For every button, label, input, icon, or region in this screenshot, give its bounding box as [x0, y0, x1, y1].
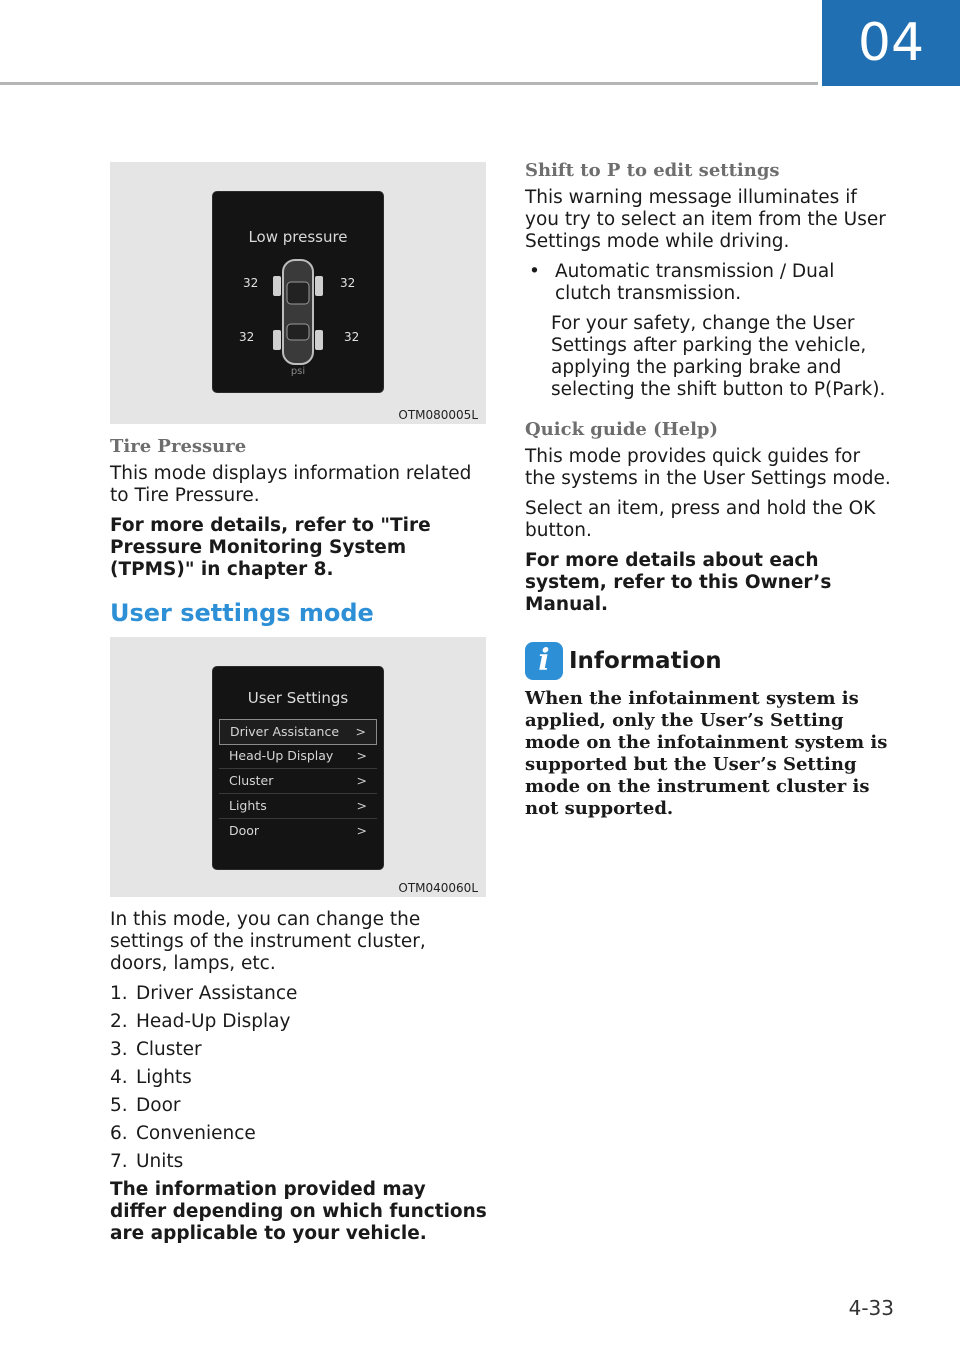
menu-item-lights: Lights >: [219, 794, 377, 819]
menu-item-cluster: Cluster >: [219, 769, 377, 794]
section-title: User settings mode: [110, 599, 374, 627]
pressure-unit: psi: [290, 366, 306, 377]
list-item: • Automatic transmission / Dual clutch transmission.: [525, 261, 895, 305]
quick-guide-heading: Quick guide (Help): [525, 419, 719, 440]
chevron-right-icon: >: [356, 798, 367, 813]
screen-title: User Settings: [247, 689, 349, 707]
user-settings-intro: In this mode, you can change the settings of the instrument cluster, doors, lamps, etc.: [110, 909, 426, 974]
front-right-pressure: 32: [340, 276, 356, 290]
list-item: 1. Driver Assistance: [110, 983, 298, 1004]
shift-heading: Shift to P to edit settings: [525, 160, 780, 181]
rear-right-pressure: 32: [344, 330, 360, 344]
information-title: Information: [569, 648, 722, 674]
list-item: 5. Door: [110, 1095, 181, 1116]
tire-pressure-text: This mode displays information related to Tire Pressure.: [110, 463, 472, 506]
user-settings-figure: [110, 637, 486, 897]
menu-item-driver-assistance: Driver Assistance >: [219, 719, 377, 745]
user-settings-screen: [213, 667, 383, 869]
list-note: The information provided may differ depending on which functions are applicable to your vehicle.: [110, 1179, 487, 1244]
menu-item-door: Door >: [219, 819, 377, 843]
quick-guide-note: For more details about each system, refer to this Owner’s Manual.: [525, 550, 832, 615]
tire-pressure-figure: [110, 162, 486, 424]
chevron-right-icon: >: [356, 748, 367, 763]
front-left-pressure: 32: [243, 276, 259, 290]
information-body: When the infotainment system is applied, only the User’s Setting mode on the infotainment system is supported but the User’s Setting mode on the instrument cluster is not supported.: [525, 688, 888, 819]
screen-title: Low pressure: [248, 228, 348, 246]
page-number: 4-33: [848, 1296, 894, 1320]
rear-left-pressure: 32: [239, 330, 255, 344]
quick-guide-text: This mode provides quick guides for the systems in the User Settings mode.: [525, 446, 891, 489]
chevron-right-icon: >: [356, 823, 367, 838]
header-rule: [0, 82, 818, 85]
list-item: 2. Head-Up Display: [110, 1011, 291, 1032]
menu-item-head-up-display: Head-Up Display >: [219, 744, 377, 769]
list-item: 7. Units: [110, 1151, 184, 1172]
tire-pressure-heading: Tire Pressure: [110, 436, 247, 457]
figure-caption: OTM040060L: [398, 881, 478, 895]
list-item: 4. Lights: [110, 1067, 192, 1088]
car-top-view-icon: [269, 256, 327, 368]
list-item: 6. Convenience: [110, 1123, 256, 1144]
chevron-right-icon: >: [356, 773, 367, 788]
bullet-icon: •: [529, 261, 540, 282]
settings-list: [110, 983, 488, 1173]
tire-pressure-note: For more details, refer to "Tire Pressure Monitoring System (TPMS)" in chapter 8.: [110, 515, 431, 580]
figure-caption: OTM080005L: [398, 408, 478, 422]
list-item: 3. Cluster: [110, 1039, 202, 1060]
shift-instruction: For your safety, change the User Settings after parking the vehicle, applying the parking brake and selecting the shift button to P(Park).: [551, 313, 886, 400]
shift-text: This warning message illuminates if you try to select an item from the User Settings mode while driving.: [525, 187, 886, 252]
chevron-right-icon: >: [355, 724, 366, 739]
transmission-bullets: [525, 261, 895, 305]
information-header: [525, 642, 895, 680]
right-column: [525, 160, 895, 820]
chapter-tab: 04: [822, 0, 960, 86]
info-icon: i: [525, 642, 563, 680]
tire-pressure-screen: [213, 192, 383, 392]
left-column: [110, 162, 488, 1253]
quick-guide-instruction: Select an item, press and hold the OK button.: [525, 498, 876, 541]
